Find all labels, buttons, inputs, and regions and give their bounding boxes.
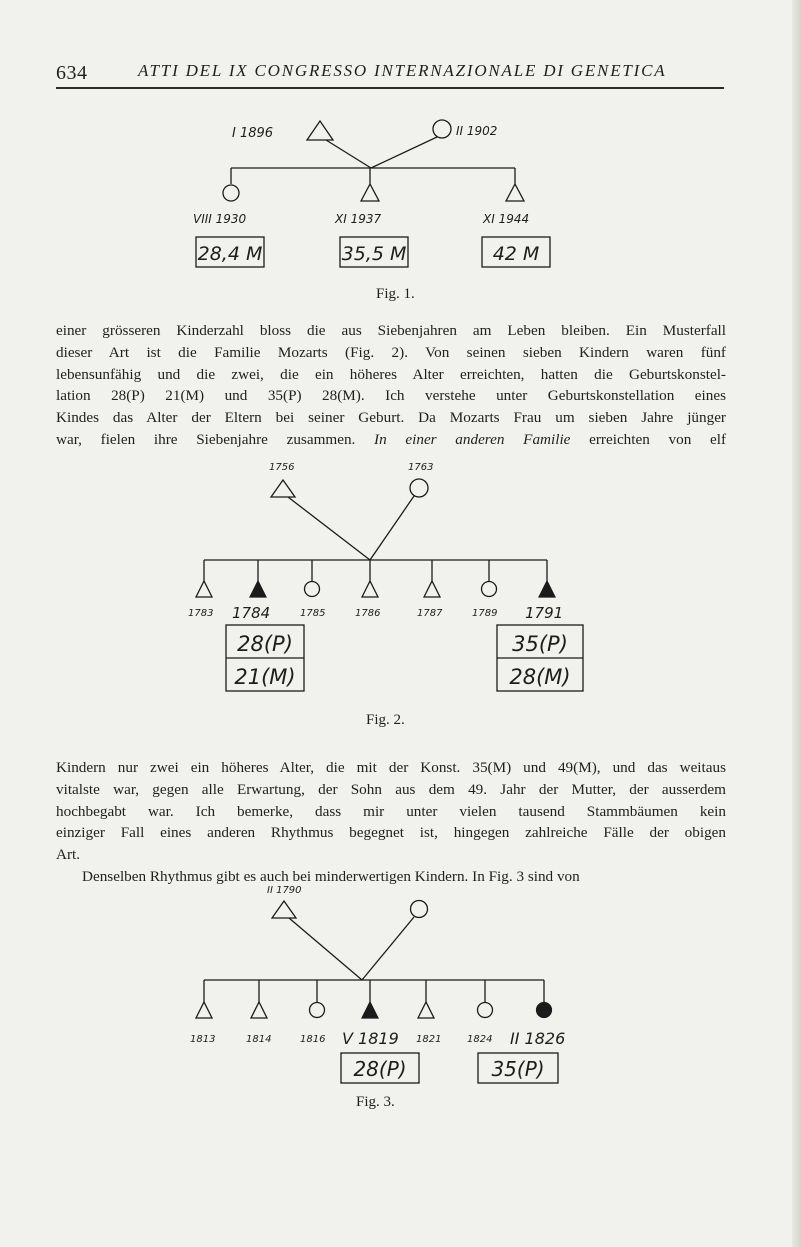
- fig2-child1-symbol: [196, 581, 212, 597]
- fig3-child1-year: 1813: [190, 1034, 216, 1045]
- fig1-child1-year: VIII 1930: [193, 212, 247, 226]
- paragraph-line: Kindes das Alter der Eltern bei seiner Geburt. Da Mozarts Frau um sieben Jahre jünger: [56, 409, 726, 427]
- fig2-box-left-line1: 28(P): [237, 632, 293, 656]
- fig3-father-symbol: [272, 901, 296, 918]
- fig2-mother-symbol: [410, 479, 428, 497]
- fig3-caption: Fig. 3.: [356, 1094, 395, 1110]
- fig3-father-label: II 1790: [267, 885, 302, 896]
- fig3-child3-symbol: [310, 1003, 325, 1018]
- fig3-child2-year: 1814: [246, 1034, 272, 1045]
- paragraph-line: einer grösseren Kinderzahl bloss die aus Siebenjahren am Leben bleiben. Ein Musterfall: [56, 322, 726, 339]
- paragraph-line: lation 28(P) 21(M) und 35(P) 28(M). Ich verstehe unter Geburtskonstellation eines: [56, 387, 726, 405]
- header-rule: [56, 87, 724, 89]
- text-run: erreichten von elf: [589, 430, 727, 448]
- fig3-box-right-text: 35(P): [491, 1057, 545, 1081]
- paragraph-line: lebensunfähig und die zwei, die ein höheres Alter erreichten, hatten die Geburtskonstel-: [56, 365, 726, 383]
- fig3-child7-year: II 1826: [510, 1029, 566, 1048]
- figure-2-mozart-pedigree: [0, 455, 801, 705]
- paragraph-line: einziger Fall eines anderen Rhythmus begegnet ist, hingegen zahlreiche Fälle der obigen: [56, 824, 726, 842]
- paragraph-line: dieser Art ist die Familie Mozarts (Fig. 2). Von seinen sieben Kindern waren fünf: [56, 343, 726, 361]
- fig3-box-left-text: 28(P): [353, 1057, 407, 1081]
- fig2-box-left-line2: 21(M): [234, 665, 296, 689]
- figure-3-pedigree: [0, 880, 801, 1081]
- fig2-child3-year: 1785: [300, 608, 326, 619]
- fig2-child4-symbol: [362, 581, 378, 597]
- fig3-child5-symbol: [418, 1002, 434, 1018]
- fig3-marriage-line-left: [289, 918, 362, 980]
- fig2-box-right-line1: 35(P): [512, 632, 568, 656]
- fig3-child6-symbol: [478, 1003, 493, 1018]
- body-paragraph-2: [56, 757, 726, 888]
- fig1-box1-text: 28,4 M: [197, 243, 263, 265]
- fig1-caption: Fig. 1.: [376, 286, 415, 302]
- fig1-mother-symbol: [433, 120, 451, 138]
- paragraph-line: Denselben Rhythmus gibt es auch bei minderwertigen Kindern. In Fig. 3 sind von: [82, 867, 580, 885]
- fig2-marriage-line-left: [288, 497, 370, 560]
- fig3-marriage-line-right: [362, 917, 414, 980]
- fig3-child7-symbol: [537, 1003, 552, 1018]
- italic-run: In einer anderen Familie: [374, 430, 571, 448]
- page-number: 634: [56, 62, 88, 84]
- fig2-child6-year: 1789: [472, 608, 498, 619]
- paragraph-line: vitalste war, gegen alle Erwartung, der Sohn aus dem 49. Jahr der Mutter, der ausserdem: [56, 780, 726, 798]
- fig2-child5-year: 1787: [417, 608, 443, 619]
- paragraph-line-mixed: [56, 429, 726, 451]
- running-title: ATTI DEL IX CONGRESSO INTERNAZIONALE DI GENETICA: [138, 61, 667, 80]
- fig2-child7-year: 1791: [525, 604, 564, 622]
- fig1-marriage-line-left: [326, 140, 371, 168]
- text-run: war, fielen ihre Siebenjahre zusammen.: [56, 430, 356, 448]
- fig1-mother-label: II 1902: [456, 124, 498, 138]
- fig1-child3-year: XI 1944: [483, 212, 530, 226]
- fig1-child2-year: XI 1937: [335, 212, 382, 226]
- fig2-caption: Fig. 2.: [366, 712, 405, 728]
- fig3-child1-symbol: [196, 1002, 212, 1018]
- fig2-child4-year: 1786: [355, 608, 381, 619]
- body-paragraph-1: [56, 320, 726, 451]
- fig1-box2-text: 35,5 M: [341, 243, 407, 265]
- figure-1-pedigree: [0, 105, 801, 305]
- fig2-child2-year: 1784: [232, 604, 271, 622]
- fig2-father-year: 1756: [269, 462, 295, 473]
- fig2-child3-symbol: [305, 582, 320, 597]
- fig1-marriage-line-right: [371, 137, 437, 168]
- fig1-box3-text: 42 M: [492, 243, 540, 265]
- fig3-mother-symbol: [411, 901, 428, 918]
- fig2-child1-year: 1783: [188, 608, 214, 619]
- fig3-child4-year: V 1819: [342, 1029, 399, 1048]
- fig1-child3-symbol: [506, 184, 524, 201]
- fig1-child2-symbol: [361, 184, 379, 201]
- fig2-box-right-line2: 28(M): [509, 665, 571, 689]
- fig1-father-label: I 1896: [232, 126, 274, 141]
- fig2-child7-symbol: [539, 581, 555, 597]
- fig2-marriage-line-right: [370, 496, 414, 560]
- fig3-child3-year: 1816: [300, 1034, 326, 1045]
- fig3-child2-symbol: [251, 1002, 267, 1018]
- fig3-child5-year: 1821: [416, 1034, 442, 1045]
- fig1-child1-symbol: [223, 185, 239, 201]
- paragraph-line: Kindern nur zwei ein höheres Alter, die mit der Konst. 35(M) und 49(M), und das weitaus: [56, 759, 726, 776]
- fig2-child5-symbol: [424, 581, 440, 597]
- paragraph-line: Art.: [56, 846, 81, 864]
- fig1-father-symbol: [307, 121, 333, 140]
- fig3-child6-year: 1824: [467, 1034, 493, 1045]
- paragraph-line: hochbegabt war. Ich bemerke, dass mir unter vielen tausend Stammbäumen kein: [56, 802, 726, 820]
- fig2-mother-year: 1763: [408, 462, 434, 473]
- fig3-child4-symbol: [362, 1002, 378, 1018]
- fig2-child6-symbol: [482, 582, 497, 597]
- fig2-father-symbol: [271, 480, 295, 497]
- fig2-child2-symbol: [250, 581, 266, 597]
